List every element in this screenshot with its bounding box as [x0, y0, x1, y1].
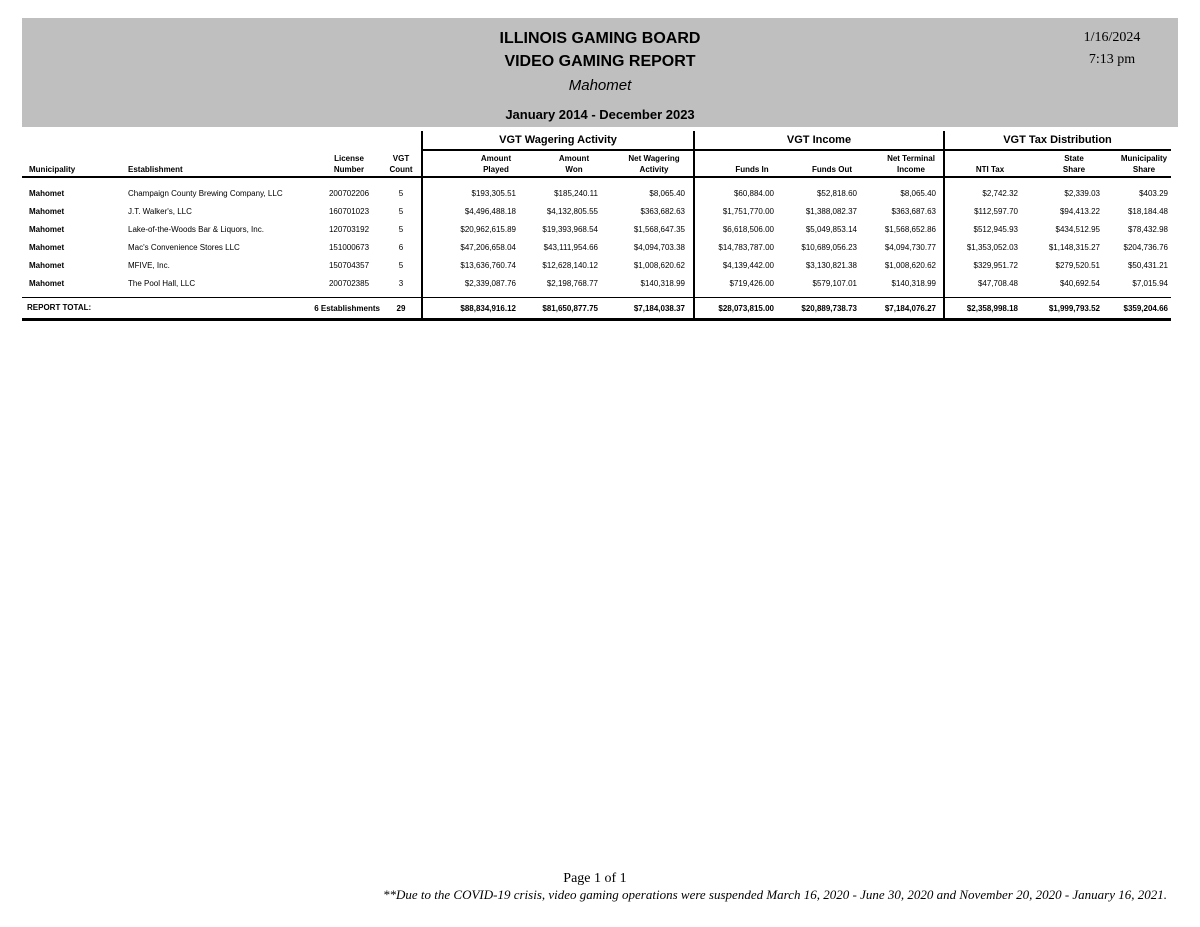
municipality-name: Mahomet: [568, 77, 632, 94]
cell-municipality-share: $403.29: [1139, 189, 1168, 198]
cell-net-wagering: $4,094,703.38: [633, 243, 685, 252]
cell-funds-in: $4,139,442.00: [722, 261, 774, 270]
cell-establishment: The Pool Hall, LLC: [128, 279, 196, 288]
cell-license-number: 151000673: [328, 243, 370, 252]
cell-vgt-count: 5: [398, 225, 404, 234]
cell-funds-out: $5,049,853.14: [805, 225, 857, 234]
cell-establishment: Lake-of-the-Woods Bar & Liquors, Inc.: [128, 225, 264, 234]
total-municipality-share: $359,204.66: [1123, 304, 1168, 313]
cell-license-number: 200702206: [328, 189, 370, 198]
cell-establishment: Champaign County Brewing Company, LLC: [128, 189, 283, 198]
col-establishment: Establishment: [128, 165, 183, 174]
group-wagering-activity: VGT Wagering Activity: [499, 134, 617, 146]
cell-net-wagering: $1,008,620.62: [633, 261, 685, 270]
cell-amount-won: $43,111,954.66: [543, 243, 598, 252]
cell-amount-won: $12,628,140.12: [542, 261, 598, 270]
col-amount-won: Amount Won: [558, 154, 590, 174]
group-tax-distribution: VGT Tax Distribution: [1003, 134, 1112, 146]
total-label: REPORT TOTAL:: [27, 303, 92, 312]
report-time: 7:13 pm: [1088, 52, 1136, 67]
cell-municipality: Mahomet: [29, 279, 65, 288]
cell-state-share: $94,413.22: [1059, 207, 1100, 216]
report-header-banner: [22, 18, 1178, 127]
col-net-wagering: Net Wagering Activity: [628, 154, 680, 174]
cell-establishment: MFIVE, Inc.: [128, 261, 170, 270]
cell-municipality-share: $50,431.21: [1127, 261, 1168, 270]
cell-funds-out: $10,689,056.23: [801, 243, 857, 252]
total-amount-won: $81,650,877.75: [542, 304, 598, 313]
cell-vgt-count: 5: [398, 261, 404, 270]
cell-amount-played: $47,206,658.04: [460, 243, 516, 252]
page-number: Page 1 of 1: [563, 871, 627, 886]
cell-amount-played: $2,339,087.76: [464, 279, 516, 288]
cell-establishment: J.T. Walker's, LLC: [128, 207, 192, 216]
cell-amount-played: $4,496,488.18: [464, 207, 516, 216]
cell-state-share: $40,692.54: [1059, 279, 1100, 288]
cell-vgt-count: 5: [398, 189, 404, 198]
cell-amount-played: $193,305.51: [471, 189, 516, 198]
cell-net-terminal-income: $140,318.99: [891, 279, 936, 288]
cell-funds-out: $3,130,821.38: [805, 261, 857, 270]
cell-municipality-share: $7,015.94: [1132, 279, 1168, 288]
cell-amount-won: $19,393,968.54: [542, 225, 598, 234]
cell-net-terminal-income: $1,568,652.86: [884, 225, 936, 234]
total-net-terminal-income: $7,184,076.27: [884, 304, 936, 313]
cell-state-share: $434,512.95: [1055, 225, 1100, 234]
group-underline: [422, 149, 1171, 151]
cell-funds-out: $52,818.60: [816, 189, 857, 198]
col-municipality-share: Municipality Share: [1120, 154, 1168, 174]
separator-wagering: [421, 131, 423, 319]
cell-vgt-count: 6: [398, 243, 404, 252]
total-nti-tax: $2,358,998.18: [966, 304, 1018, 313]
cell-establishment: Mac's Convenience Stores LLC: [128, 243, 240, 252]
cell-nti-tax: $2,742.32: [982, 189, 1018, 198]
cell-net-wagering: $363,682.63: [640, 207, 685, 216]
cell-amount-played: $13,636,760.74: [460, 261, 516, 270]
covid-footnote: **Due to the COVID-19 crisis, video gaming operations were suspended March 16, 2020 - June 30, 2020 and November 20, 2020 - January 16, 2021.: [383, 887, 1167, 902]
total-net-wagering: $7,184,038.37: [633, 304, 685, 313]
cell-net-wagering: $8,065.40: [649, 189, 685, 198]
cell-net-wagering: $140,318.99: [640, 279, 685, 288]
cell-nti-tax: $329,951.72: [973, 261, 1018, 270]
cell-municipality: Mahomet: [29, 207, 65, 216]
cell-state-share: $2,339.03: [1064, 189, 1100, 198]
group-vgt-income: VGT Income: [786, 134, 852, 146]
cell-funds-in: $14,783,787.00: [718, 243, 774, 252]
total-funds-in: $28,073,815.00: [718, 304, 774, 313]
cell-net-wagering: $1,568,647.35: [633, 225, 685, 234]
cell-nti-tax: $512,945.93: [973, 225, 1018, 234]
cell-license-number: 120703192: [328, 225, 370, 234]
cell-license-number: 160701023: [328, 207, 370, 216]
cell-funds-in: $719,426.00: [729, 279, 774, 288]
col-license-number: License Number: [333, 154, 365, 174]
cell-municipality-share: $78,432.98: [1127, 225, 1168, 234]
cell-municipality-share: $204,736.76: [1123, 243, 1168, 252]
report-period: January 2014 - December 2023: [505, 107, 695, 122]
col-state-share: State Share: [1062, 154, 1086, 174]
cell-funds-in: $60,884.00: [733, 189, 774, 198]
report-title: ILLINOIS GAMING BOARD: [499, 30, 701, 47]
cell-amount-won: $2,198,768.77: [546, 279, 598, 288]
cell-funds-in: $6,618,506.00: [722, 225, 774, 234]
report-date: 1/16/2024: [1083, 30, 1141, 45]
cell-municipality: Mahomet: [29, 189, 65, 198]
cell-funds-out: $1,388,082.37: [805, 207, 857, 216]
cell-amount-won: $185,240.11: [554, 189, 598, 198]
total-rule: [22, 297, 1171, 298]
col-vgt-count: VGT Count: [389, 154, 413, 174]
cell-amount-won: $4,132,805.55: [546, 207, 598, 216]
cell-state-share: $1,148,315.27: [1048, 243, 1100, 252]
col-funds-out: Funds Out: [812, 165, 852, 174]
report-subtitle: VIDEO GAMING REPORT: [504, 53, 696, 70]
cell-net-terminal-income: $363,687.63: [891, 207, 936, 216]
col-funds-in: Funds In: [735, 165, 769, 174]
cell-vgt-count: 5: [398, 207, 404, 216]
total-establishments: 6 Establishments: [314, 304, 380, 313]
col-amount-played: Amount Played: [480, 154, 512, 174]
header-rule: [22, 176, 1171, 178]
col-nti-tax: NTI Tax: [975, 165, 1005, 174]
cell-license-number: 150704357: [328, 261, 370, 270]
total-amount-played: $88,834,916.12: [460, 304, 516, 313]
cell-municipality: Mahomet: [29, 243, 65, 252]
cell-state-share: $279,520.51: [1055, 261, 1100, 270]
total-vgt-count: 29: [396, 304, 406, 313]
total-state-share: $1,999,793.52: [1048, 304, 1100, 313]
cell-municipality-share: $18,184.48: [1127, 207, 1168, 216]
cell-amount-played: $20,962,615.89: [460, 225, 516, 234]
cell-municipality: Mahomet: [29, 225, 65, 234]
col-municipality: Municipality: [29, 165, 76, 174]
total-funds-out: $20,889,738.73: [801, 304, 857, 313]
bottom-rule: [22, 318, 1171, 321]
cell-net-terminal-income: $4,094,730.77: [884, 243, 936, 252]
cell-net-terminal-income: $8,065.40: [900, 189, 936, 198]
cell-funds-out: $579,107.01: [812, 279, 857, 288]
cell-nti-tax: $47,708.48: [977, 279, 1018, 288]
cell-vgt-count: 3: [398, 279, 404, 288]
cell-net-terminal-income: $1,008,620.62: [884, 261, 936, 270]
cell-nti-tax: $112,597.70: [974, 207, 1018, 216]
cell-municipality: Mahomet: [29, 261, 65, 270]
cell-license-number: 200702385: [328, 279, 370, 288]
col-net-terminal-income: Net Terminal Income: [887, 154, 935, 174]
cell-funds-in: $1,751,770.00: [722, 207, 774, 216]
cell-nti-tax: $1,353,052.03: [966, 243, 1018, 252]
